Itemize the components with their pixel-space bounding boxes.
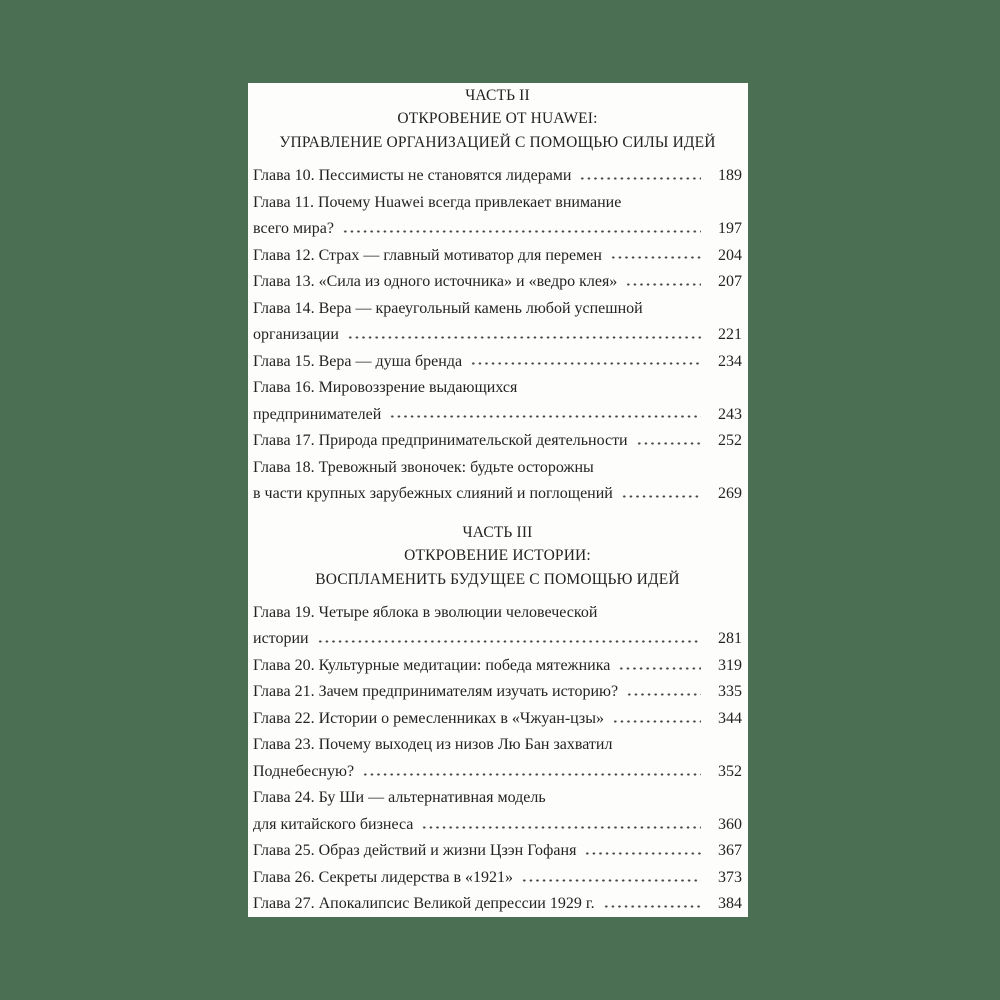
toc-section bbox=[253, 84, 742, 508]
toc-entry-line bbox=[253, 455, 742, 482]
dot-leader bbox=[636, 441, 701, 446]
toc-entry-line bbox=[253, 838, 742, 865]
part-heading-line: ЧАСТЬ II bbox=[465, 87, 530, 104]
part-heading-line: ОТКРОВЕНИЕ ИСТОРИИ: bbox=[404, 547, 591, 565]
dot-leader bbox=[584, 851, 701, 856]
toc-entry bbox=[253, 269, 742, 296]
page-number: 269 bbox=[718, 485, 742, 503]
toc-entry bbox=[253, 706, 742, 733]
dot-leader bbox=[612, 718, 701, 723]
dot-leader bbox=[421, 824, 701, 829]
entry-title-text: Глава 26. Секреты лидерства в «1921» bbox=[253, 868, 514, 886]
part-heading bbox=[253, 521, 742, 591]
toc-entry-line bbox=[253, 481, 742, 508]
toc-entry bbox=[253, 455, 742, 508]
entry-title-text: Глава 12. Страх — главный мотиватор для перемен bbox=[253, 246, 602, 264]
page-number: 252 bbox=[718, 432, 742, 450]
toc-entry-line bbox=[253, 375, 742, 402]
toc-entry-line bbox=[253, 296, 742, 323]
entry-title-text: Глава 27. Апокалипсис Великой депрессии 1929 г. bbox=[253, 895, 595, 913]
dot-leader bbox=[625, 282, 701, 287]
entry-title-text: Глава 11. Почему Huawei всегда привлекает внимание bbox=[253, 193, 622, 211]
dot-leader bbox=[579, 176, 701, 181]
dot-leader bbox=[603, 904, 701, 909]
part-heading-line: ЧАСТЬ III bbox=[462, 523, 533, 541]
entry-title-text: Глава 18. Тревожный звоночек: будьте осторожны bbox=[253, 458, 594, 476]
toc-entry bbox=[253, 653, 742, 680]
toc-entry-line bbox=[253, 679, 742, 706]
toc-entry-line bbox=[253, 785, 742, 812]
entry-title-text: для китайского бизнеса bbox=[253, 815, 414, 833]
book-toc-page bbox=[248, 83, 748, 917]
page-number: 221 bbox=[718, 326, 742, 344]
entry-title-text: Глава 22. Истории о ремесленниках в «Чжуан-цзы» bbox=[253, 709, 604, 727]
page-number: 207 bbox=[718, 273, 742, 291]
toc-entry bbox=[253, 428, 742, 455]
toc-entry bbox=[253, 163, 742, 190]
page-number: 243 bbox=[718, 405, 742, 423]
entry-title-text: Глава 10. Пессимисты не становятся лидерами bbox=[253, 167, 572, 185]
entry-title-text: Глава 14. Вера — краеугольный камень любой успешной bbox=[253, 299, 643, 317]
toc-entry-line bbox=[253, 269, 742, 296]
toc-entry-line bbox=[253, 812, 742, 839]
dot-leader bbox=[610, 255, 701, 260]
page-number: 344 bbox=[718, 709, 742, 727]
toc-entry-line bbox=[253, 243, 742, 270]
page-number: 384 bbox=[718, 895, 742, 913]
toc-entry bbox=[253, 891, 742, 917]
toc-entry-line bbox=[253, 163, 742, 190]
dot-leader bbox=[389, 414, 701, 419]
toc-entry-line bbox=[253, 732, 742, 759]
entry-title-text: Глава 24. Бу Ши — альтернативная модель bbox=[253, 789, 546, 807]
dot-leader bbox=[621, 494, 701, 499]
dot-leader bbox=[521, 877, 701, 882]
entry-title-text: Глава 23. Почему выходец из низов Лю Бан захватил bbox=[253, 736, 613, 754]
entry-title-text: Глава 16. Мировоззрение выдающихся bbox=[253, 379, 518, 397]
toc-entry-line bbox=[253, 626, 742, 653]
part-heading-line: ОТКРОВЕНИЕ ОТ HUAWEI: bbox=[397, 110, 598, 128]
toc-entry bbox=[253, 865, 742, 892]
toc-entry bbox=[253, 838, 742, 865]
toc-entry-line bbox=[253, 653, 742, 680]
toc-section bbox=[253, 521, 742, 917]
entry-title-text: организации bbox=[253, 326, 339, 344]
page-number: 367 bbox=[718, 842, 742, 860]
toc-entry bbox=[253, 349, 742, 376]
toc-entry-line bbox=[253, 402, 742, 429]
toc-entry bbox=[253, 375, 742, 428]
part-heading-line: ВОСПЛАМЕНИТЬ БУДУЩЕЕ С ПОМОЩЬЮ ИДЕЙ bbox=[315, 570, 680, 588]
page-number: 189 bbox=[718, 167, 742, 185]
page-number: 335 bbox=[718, 683, 742, 701]
toc-entry-line bbox=[253, 428, 742, 455]
entry-title-text: Поднебесную? bbox=[253, 762, 355, 780]
toc-entry-line bbox=[253, 322, 742, 349]
entry-title-text: истории bbox=[253, 630, 309, 648]
toc-entry-line bbox=[253, 190, 742, 217]
dot-leader bbox=[317, 639, 701, 644]
entry-title-text: Глава 13. «Сила из одного источника» и «ведро клея» bbox=[253, 273, 618, 291]
entry-title-text: Глава 21. Зачем предпринимателям изучать историю? bbox=[253, 683, 619, 701]
dot-leader bbox=[470, 361, 701, 366]
part-heading bbox=[253, 84, 742, 154]
page-number: 360 bbox=[718, 815, 742, 833]
page-number: 204 bbox=[718, 246, 742, 264]
toc-entry bbox=[253, 243, 742, 270]
page-number: 197 bbox=[718, 220, 742, 238]
entry-title-text: Глава 17. Природа предпринимательской деятельности bbox=[253, 432, 628, 450]
page-number: 373 bbox=[718, 868, 742, 886]
entry-title-text: Глава 25. Образ действий и жизни Цзэн Гофаня bbox=[253, 842, 577, 860]
toc-entry-line bbox=[253, 759, 742, 786]
entry-title-text: всего мира? bbox=[253, 220, 334, 238]
toc-entry bbox=[253, 190, 742, 243]
dot-leader bbox=[362, 771, 701, 776]
dot-leader bbox=[342, 229, 701, 234]
entry-title-text: в части крупных зарубежных слияний и поглощений bbox=[253, 485, 613, 503]
toc-entry-line bbox=[253, 865, 742, 892]
dot-leader bbox=[626, 692, 701, 697]
toc-entry bbox=[253, 296, 742, 349]
toc-entry bbox=[253, 732, 742, 785]
part-heading-line: УПРАВЛЕНИЕ ОРГАНИЗАЦИЕЙ С ПОМОЩЬЮ СИЛЫ ИДЕЙ bbox=[279, 133, 716, 151]
toc-entry bbox=[253, 785, 742, 838]
toc-entry bbox=[253, 679, 742, 706]
toc-entry-line bbox=[253, 600, 742, 627]
toc-entry bbox=[253, 600, 742, 653]
toc-entry-line bbox=[253, 349, 742, 376]
entry-title-text: предпринимателей bbox=[253, 405, 382, 423]
dot-leader bbox=[618, 665, 701, 670]
page-number: 352 bbox=[718, 762, 742, 780]
toc-entry-line bbox=[253, 216, 742, 243]
entry-title-text: Глава 19. Четыре яблока в эволюции человеческой bbox=[253, 603, 598, 621]
page-number: 281 bbox=[718, 630, 742, 648]
entry-title-text: Глава 15. Вера — душа бренда bbox=[253, 352, 463, 370]
toc-entry-list bbox=[253, 600, 742, 917]
page-number: 234 bbox=[718, 352, 742, 370]
toc-entry-line bbox=[253, 706, 742, 733]
toc-entry-line bbox=[253, 891, 742, 917]
dot-leader bbox=[347, 335, 701, 340]
page-number: 319 bbox=[718, 656, 742, 674]
toc-entry-list bbox=[253, 163, 742, 508]
entry-title-text: Глава 20. Культурные медитации: победа мятежника bbox=[253, 656, 611, 674]
